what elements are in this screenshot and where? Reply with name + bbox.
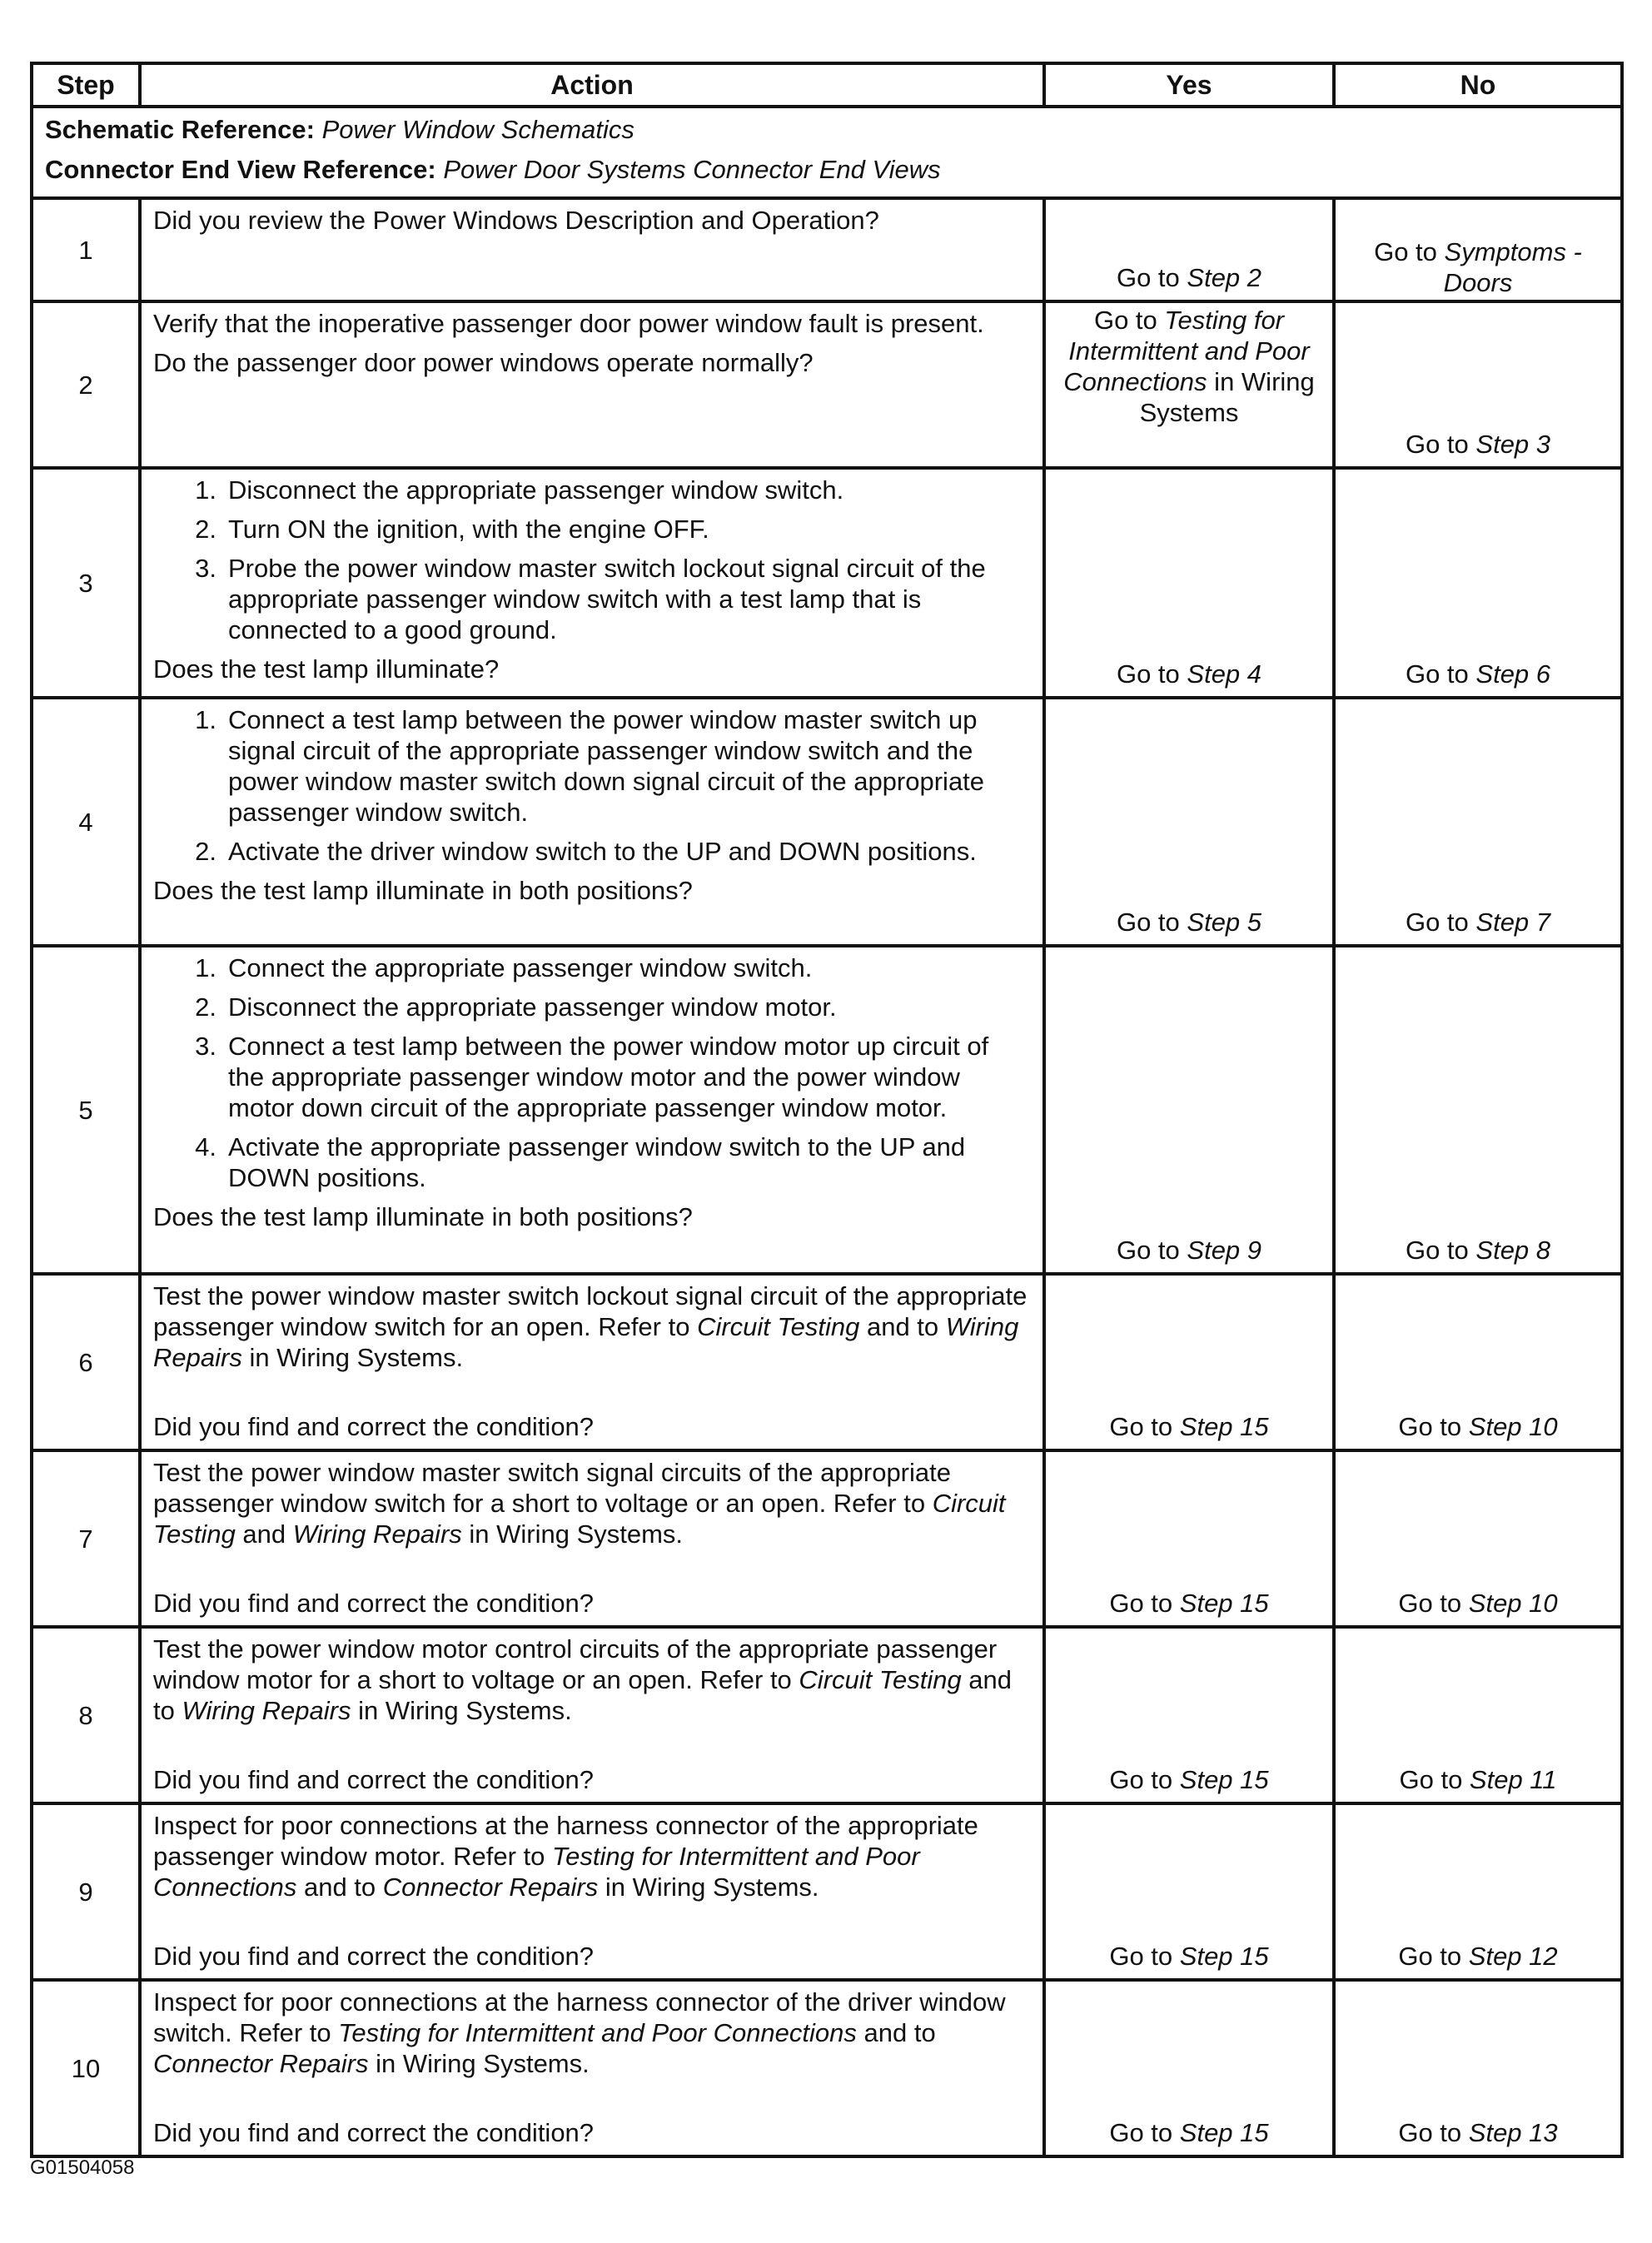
no-link[interactable]: Step 10	[1468, 1589, 1558, 1618]
action-cell	[140, 1450, 1044, 1627]
table-row	[32, 1274, 1622, 1450]
action-text: Verify that the inoperative passenger door power window fault is present.	[153, 309, 984, 338]
step-number: 7	[32, 1450, 140, 1627]
circuit-testing-link[interactable]: Circuit Testing	[799, 1665, 962, 1694]
action-question: Did you find and correct the condition?	[153, 1942, 595, 1971]
yes-link[interactable]: Step 5	[1187, 908, 1262, 937]
yes-link[interactable]: Testing for Intermittent and Poor Connections	[1063, 306, 1310, 396]
diagnostic-table	[30, 62, 1624, 2158]
no-link[interactable]: Step 10	[1468, 1412, 1558, 1441]
yes-cell: Go to Step 15	[1044, 1274, 1334, 1450]
table-row	[32, 1980, 1622, 2156]
circuit-testing-link[interactable]: Circuit Testing	[697, 1312, 860, 1341]
list-item: 3. Probe the power window master switch lockout signal circuit of the appropriate passenger window switch with a test lamp that is connected to a good ground.	[195, 554, 986, 644]
yes-link[interactable]: Step 15	[1179, 1589, 1269, 1618]
no-link[interactable]: Step 13	[1468, 2118, 1558, 2147]
circuit-testing-link[interactable]: Circuit Testing	[153, 1489, 1006, 1549]
yes-link[interactable]: Step 9	[1187, 1236, 1262, 1265]
figure-id: G01504058	[30, 2156, 135, 2179]
action-cell	[140, 698, 1044, 946]
no-link[interactable]: Step 3	[1475, 430, 1551, 459]
no-cell: Go to Symptoms - Doors	[1334, 198, 1622, 301]
action-question: Did you find and correct the condition?	[153, 1765, 595, 1794]
connector-reference-link[interactable]: Power Door Systems Connector End Views	[443, 155, 941, 184]
step-number: 2	[32, 301, 140, 468]
action-question: Did you review the Power Windows Description and Operation?	[153, 206, 879, 235]
action-question: Did you find and correct the condition?	[153, 1412, 595, 1441]
action-question: Do the passenger door power windows operate normally?	[153, 348, 814, 377]
wiring-repairs-link[interactable]: Wiring Repairs	[182, 1696, 351, 1725]
action-question: Did you find and correct the condition?	[153, 2118, 595, 2147]
yes-cell: Go to Testing for Intermittent and Poor Connections in Wiring Systems	[1044, 301, 1334, 468]
action-question: Did you find and correct the condition?	[153, 1589, 595, 1618]
yes-cell: Go to Step 15	[1044, 1980, 1334, 2156]
yes-link[interactable]: Step 2	[1187, 263, 1262, 292]
action-cell	[140, 1274, 1044, 1450]
step-number: 5	[32, 946, 140, 1274]
reference-row	[32, 107, 1622, 198]
list-item: 2. Activate the driver window switch to the UP and DOWN positions.	[195, 837, 977, 866]
yes-link[interactable]: Step 15	[1179, 1765, 1269, 1794]
no-cell: Go to Step 3	[1334, 301, 1622, 468]
table-row	[32, 468, 1622, 698]
yes-cell: Go to Step 9	[1044, 946, 1334, 1274]
no-link[interactable]: Step 11	[1469, 1765, 1557, 1794]
action-cell	[140, 946, 1044, 1274]
no-link[interactable]: Step 12	[1468, 1942, 1558, 1971]
no-link[interactable]: Step 8	[1475, 1236, 1551, 1265]
step-number: 3	[32, 468, 140, 698]
action-cell	[140, 1980, 1044, 2156]
action-question: Does the test lamp illuminate?	[153, 654, 500, 684]
action-text: Test the power window master switch signal circuits of the appropriate passenger window switch for a short to voltage or an open. Refer to Circuit Testing and Wiring Repairs in Wiring Systems.	[153, 1458, 1006, 1549]
no-cell: Go to Step 10	[1334, 1274, 1622, 1450]
testing-intermittent-link[interactable]: Testing for Intermittent and Poor Connections	[153, 1842, 920, 1902]
action-cell	[140, 468, 1044, 698]
list-item: 2. Disconnect the appropriate passenger window motor.	[195, 992, 837, 1022]
yes-link[interactable]: Step 15	[1179, 1942, 1269, 1971]
header-step: Step	[32, 63, 140, 107]
action-cell	[140, 198, 1044, 301]
header-yes: Yes	[1044, 63, 1334, 107]
action-question: Does the test lamp illuminate in both positions?	[153, 1202, 693, 1231]
wiring-repairs-link[interactable]: Wiring Repairs	[292, 1519, 462, 1549]
reference-cell	[32, 107, 1622, 198]
no-cell: Go to Step 7	[1334, 698, 1622, 946]
schematic-reference	[45, 110, 1609, 150]
action-cell	[140, 301, 1044, 468]
step-number: 10	[32, 1980, 140, 2156]
step-number: 8	[32, 1627, 140, 1803]
table-header-row	[32, 63, 1622, 107]
table-row	[32, 1627, 1622, 1803]
no-link[interactable]: Step 7	[1475, 908, 1551, 937]
connector-repairs-link[interactable]: Connector Repairs	[153, 2049, 369, 2078]
step-number: 6	[32, 1274, 140, 1450]
testing-intermittent-link[interactable]: Testing for Intermittent and Poor Connections	[338, 2018, 857, 2047]
action-cell	[140, 1627, 1044, 1803]
no-cell: Go to Step 6	[1334, 468, 1622, 698]
no-cell: Go to Step 10	[1334, 1450, 1622, 1627]
action-text: Test the power window master switch lockout signal circuit of the appropriate passenger window switch for an open. Refer to Circuit Testing and to Wiring Repairs in Wiring Systems.	[153, 1281, 1028, 1372]
list-item: 1. Connect a test lamp between the power window master switch up signal circuit of the appropriate passenger window switch and the power window master switch down signal circuit of the appropriate passenger window switch.	[195, 705, 985, 827]
action-text: Inspect for poor connections at the harness connector of the appropriate passenger window motor. Refer to Testing for Intermittent and Poor Connections and to Connector Repairs in Wiring Systems.	[153, 1811, 978, 1902]
no-cell: Go to Step 8	[1334, 946, 1622, 1274]
list-item: 4. Activate the appropriate passenger window switch to the UP and DOWN positions.	[195, 1132, 966, 1192]
action-text: Inspect for poor connections at the harness connector of the driver window switch. Refer to Testing for Intermittent and Poor Connections and to Connector Repairs in Wiring Systems.	[153, 1987, 1006, 2078]
action-steps	[153, 952, 1031, 1193]
yes-cell: Go to Step 4	[1044, 468, 1334, 698]
connector-reference-label: Connector End View Reference:	[45, 155, 436, 184]
list-item: 3. Connect a test lamp between the power window motor up circuit of the appropriate passenger window motor and the power window motor down circuit of the appropriate passenger window motor.	[195, 1032, 989, 1122]
no-link[interactable]: Symptoms - Doors	[1443, 237, 1582, 297]
connector-repairs-link[interactable]: Connector Repairs	[382, 1872, 599, 1902]
step-number: 9	[32, 1803, 140, 1980]
action-question: Does the test lamp illuminate in both positions?	[153, 876, 693, 905]
action-text: Test the power window motor control circuits of the appropriate passenger window motor for a short to voltage or an open. Refer to Circuit Testing and to Wiring Repairs in Wiring Systems.	[153, 1634, 1013, 1725]
action-steps	[153, 704, 1031, 867]
list-item: 1. Connect the appropriate passenger window switch.	[195, 953, 813, 982]
yes-cell: Go to Step 15	[1044, 1627, 1334, 1803]
table-row	[32, 698, 1622, 946]
table-row	[32, 1803, 1622, 1980]
action-cell	[140, 1803, 1044, 1980]
table-row	[32, 946, 1622, 1274]
yes-link[interactable]: Step 4	[1187, 659, 1262, 689]
no-cell: Go to Step 12	[1334, 1803, 1622, 1980]
table-row	[32, 198, 1622, 301]
header-no: No	[1334, 63, 1622, 107]
yes-link[interactable]: Step 15	[1179, 2118, 1269, 2147]
wiring-repairs-link[interactable]: Wiring Repairs	[153, 1312, 1019, 1372]
no-cell: Go to Step 13	[1334, 1980, 1622, 2156]
schematic-reference-link[interactable]: Power Window Schematics	[321, 115, 634, 144]
yes-cell: Go to Step 15	[1044, 1803, 1334, 1980]
list-item: 1. Disconnect the appropriate passenger window switch.	[195, 475, 844, 505]
yes-cell: Go to Step 5	[1044, 698, 1334, 946]
table-row	[32, 301, 1622, 468]
schematic-reference-label: Schematic Reference:	[45, 115, 315, 144]
step-number: 4	[32, 698, 140, 946]
yes-cell: Go to Step 2	[1044, 198, 1334, 301]
action-steps	[153, 475, 1031, 645]
yes-cell: Go to Step 15	[1044, 1450, 1334, 1627]
no-link[interactable]: Step 6	[1475, 659, 1551, 689]
yes-link[interactable]: Step 15	[1179, 1412, 1269, 1441]
connector-reference	[45, 150, 1609, 190]
table-row	[32, 1450, 1622, 1627]
step-number: 1	[32, 198, 140, 301]
no-cell: Go to Step 11	[1334, 1627, 1622, 1803]
list-item: 2. Turn ON the ignition, with the engine OFF.	[195, 515, 709, 544]
header-action: Action	[140, 63, 1044, 107]
